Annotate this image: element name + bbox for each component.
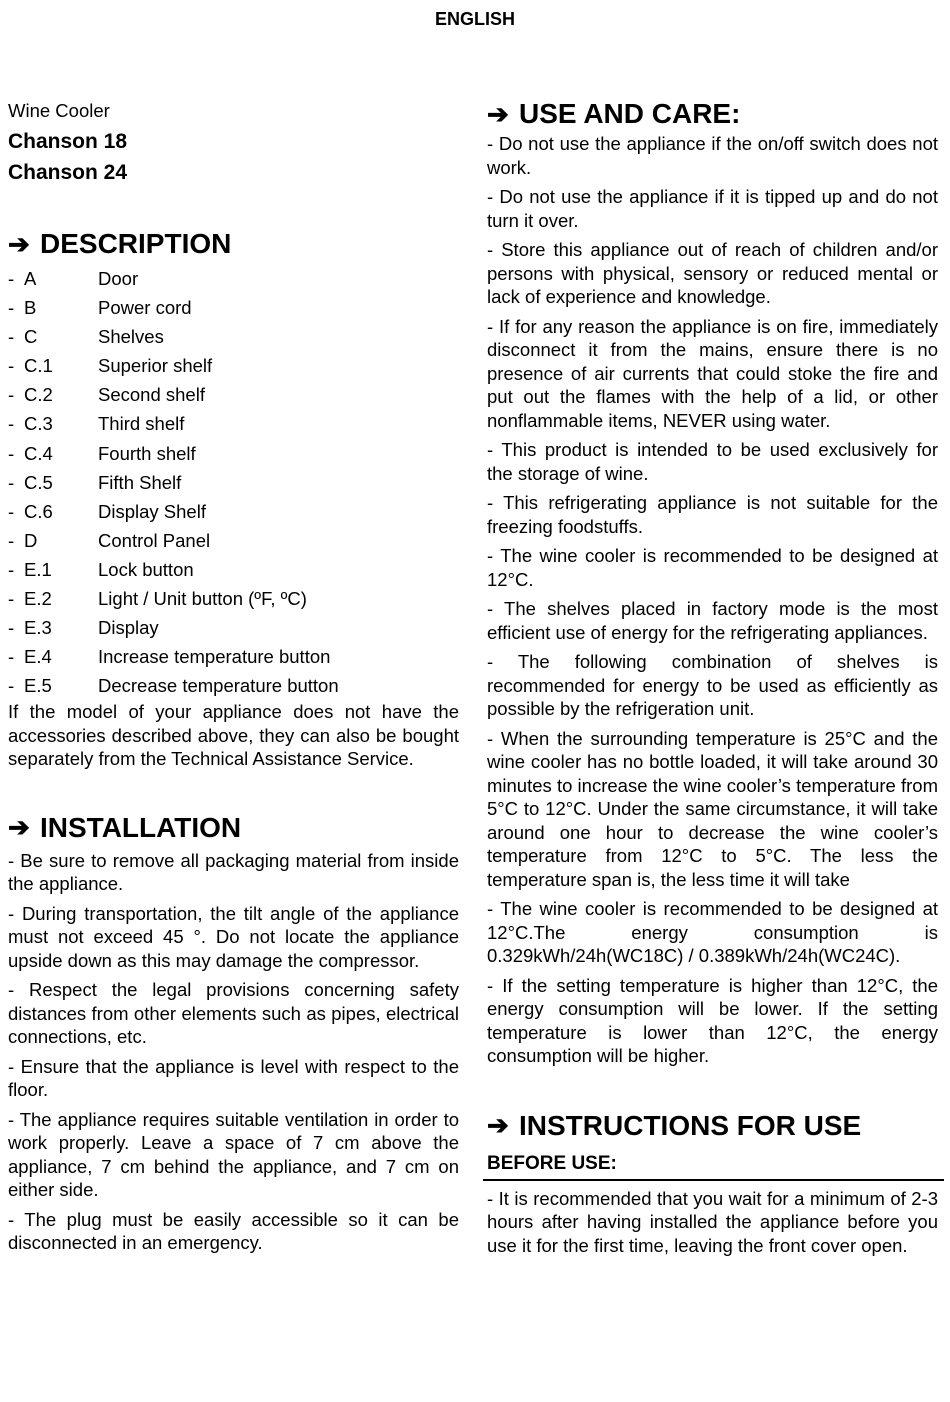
item-label: Fifth Shelf bbox=[98, 471, 182, 493]
use-care-paragraph: - The wine cooler is recommended to be designed at 12°C. bbox=[487, 545, 938, 590]
item-label: Increase temperature button bbox=[98, 646, 331, 668]
installation-title: INSTALLATION bbox=[40, 811, 242, 843]
instructions-title: INSTRUCTIONS FOR USE bbox=[519, 1109, 862, 1141]
item-label: Third shelf bbox=[98, 413, 185, 435]
item-code: E.2 bbox=[24, 588, 52, 610]
item-label: Second shelf bbox=[98, 384, 205, 406]
description-item: - C.4 Fourth shelf bbox=[8, 439, 459, 468]
installation-paragraph: - Respect the legal provisions concerning safety distances from other elements such as pipes, electrical connections, etc. bbox=[8, 979, 459, 1048]
use-care-paragraph: - Do not use the appliance if the on/off switch does not work. bbox=[487, 133, 938, 178]
item-label: Decrease temperature button bbox=[98, 675, 339, 697]
installation-paragraph: - The appliance requires suitable ventilation in order to work properly. Leave a space of 7 cm above the appliance, 7 cm behind the appliance, and 7 cm on either side. bbox=[8, 1108, 459, 1201]
description-heading bbox=[8, 224, 459, 264]
use-care-paragraph: - The following combination of shelves is recommended for energy to be used as efficiently as possible by the refrigeration unit. bbox=[487, 651, 938, 719]
item-code: E.5 bbox=[24, 675, 52, 697]
item-code: C.6 bbox=[24, 500, 53, 522]
item-code: B bbox=[24, 297, 37, 319]
use-care-paragraph: - This product is intended to be used exclusively for the storage of wine. bbox=[487, 439, 938, 484]
instructions-heading bbox=[487, 1106, 938, 1146]
item-label: Light / Unit button (ºF, ºC) bbox=[98, 588, 307, 610]
left-column bbox=[8, 96, 459, 1261]
description-item: - E.5 Decrease temperature button bbox=[8, 671, 459, 700]
right-column bbox=[487, 96, 938, 1263]
item-code: C.4 bbox=[24, 442, 53, 464]
installation-paragraph: - Be sure to remove all packaging material from inside the appliance. bbox=[8, 849, 459, 895]
description-item: - C.6 Display Shelf bbox=[8, 497, 459, 526]
use-care-paragraph: - The shelves placed in factory mode is the most efficient use of energy for the refrigerating appliances. bbox=[487, 598, 938, 643]
use-care-paragraph: - Do not use the appliance if it is tipped up and do not turn it over. bbox=[487, 186, 938, 231]
item-code: C.1 bbox=[24, 355, 53, 377]
installation-paragraph: - During transportation, the tilt angle of the appliance must not exceed 45 °. Do not locate the appliance upside down as this may damage the compressor. bbox=[8, 902, 459, 971]
accessories-note: If the model of your appliance does not have the accessories described above, they can also be bought separately from the Technical Assistance Service. bbox=[8, 701, 459, 770]
subtitle-rule bbox=[483, 1179, 944, 1181]
item-code: C.2 bbox=[24, 384, 53, 406]
description-item: - E.1 Lock button bbox=[8, 555, 459, 584]
installation-heading bbox=[8, 807, 459, 849]
use-care-paragraph: - This refrigerating appliance is not suitable for the freezing foodstuffs. bbox=[487, 492, 938, 537]
use-care-paragraph: - The wine cooler is recommended to be designed at 12°C.The energy consumption is 0.329kWh/24h(WC18C) / 0.389kWh/24h(WC24C). bbox=[487, 898, 938, 966]
model-name: Chanson 18 bbox=[8, 130, 128, 153]
use-and-care-heading bbox=[487, 96, 938, 132]
item-label: Superior shelf bbox=[98, 355, 213, 377]
use-care-paragraph: - If for any reason the appliance is on fire, immediately disconnect it from the mains, ensure there is no presence of air currents that could stoke the fire and put out the flames with the help of a lid, or other nonflammable items, NEVER using water. bbox=[487, 315, 938, 431]
item-label: Control Panel bbox=[98, 529, 211, 551]
description-item: - D Control Panel bbox=[8, 526, 459, 555]
item-label: Display Shelf bbox=[98, 500, 206, 522]
use-and-care-title: USE AND CARE: bbox=[519, 98, 741, 129]
use-care-paragraph: - When the surrounding temperature is 25°C and the wine cooler has no bottle loaded, it will take around 30 minutes to increase the wine cooler’s temperature from 5°C to 12°C. Under the same circumstance, it will take around one hour to decrease the wine cooler’s temperature from 12°C to 5°C. The less the temperature span is, the less time it will take bbox=[487, 727, 938, 890]
description-item: - E.3 Display bbox=[8, 613, 459, 642]
description-item: - C.1 Superior shelf bbox=[8, 351, 459, 380]
item-label: Shelves bbox=[98, 326, 164, 348]
item-code: E.4 bbox=[24, 646, 52, 668]
item-code: E.1 bbox=[24, 558, 52, 580]
description-item: - C.5 Fifth Shelf bbox=[8, 468, 459, 497]
item-label: Lock button bbox=[98, 558, 194, 580]
instructions-paragraph: - It is recommended that you wait for a minimum of 2-3 hours after having installed the appliance before you use it for the first time, leaving the front cover open. bbox=[487, 1187, 938, 1256]
page-language-header: ENGLISH bbox=[434, 9, 515, 29]
description-list bbox=[8, 264, 459, 700]
description-title: DESCRIPTION bbox=[40, 228, 232, 259]
use-care-paragraph: - If the setting temperature is higher than 12°C, the energy consumption will be lower. If the setting temperature is lower than 12°C, the energy consumption will be higher. bbox=[487, 974, 938, 1066]
description-item: - B Power cord bbox=[8, 293, 459, 322]
use-care-paragraph: - Store this appliance out of reach of children and/or persons with physical, sensory or reduced mental or lack of experience and knowledge. bbox=[487, 239, 938, 307]
model-name: Chanson 24 bbox=[8, 161, 128, 184]
item-code: E.3 bbox=[24, 617, 52, 639]
description-item: - E.2 Light / Unit button (ºF, ºC) bbox=[8, 584, 459, 613]
item-code: C.5 bbox=[24, 471, 53, 493]
arrow-right-icon: ➔ bbox=[487, 98, 509, 129]
item-label: Door bbox=[98, 268, 139, 289]
item-label: Display bbox=[98, 617, 159, 639]
item-code: A bbox=[24, 268, 37, 289]
installation-paragraph: - Ensure that the appliance is level with respect to the floor. bbox=[8, 1055, 459, 1101]
description-item: - A Door bbox=[8, 264, 459, 293]
item-code: C bbox=[24, 326, 38, 348]
arrow-right-icon: ➔ bbox=[8, 812, 30, 843]
arrow-right-icon: ➔ bbox=[8, 228, 30, 259]
description-item: - C Shelves bbox=[8, 322, 459, 351]
installation-paragraph: - The plug must be easily accessible so it can be disconnected in an emergency. bbox=[8, 1208, 459, 1254]
item-label: Power cord bbox=[98, 297, 192, 319]
product-type: Wine Cooler bbox=[8, 100, 110, 121]
before-use-subtitle: BEFORE USE: bbox=[487, 1152, 617, 1174]
item-code: D bbox=[24, 529, 38, 551]
description-item: - C.3 Third shelf bbox=[8, 409, 459, 438]
arrow-right-icon: ➔ bbox=[487, 1110, 509, 1140]
description-item: - E.4 Increase temperature button bbox=[8, 642, 459, 671]
item-label: Fourth shelf bbox=[98, 442, 196, 464]
item-code: C.3 bbox=[24, 413, 53, 435]
description-item: - C.2 Second shelf bbox=[8, 380, 459, 409]
